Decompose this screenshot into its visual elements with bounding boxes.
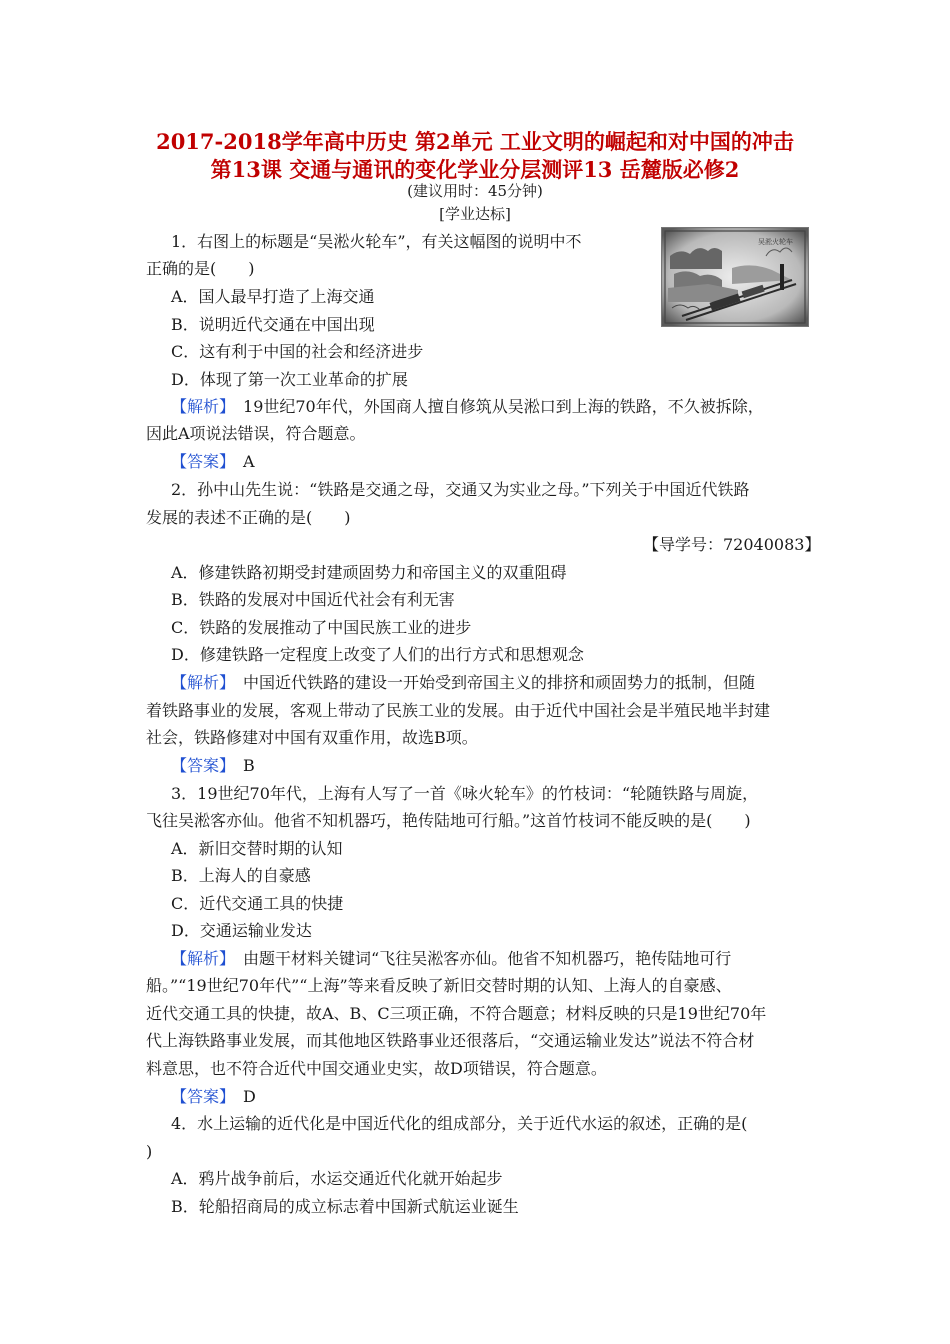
answer-tag: 【答案】 (171, 1087, 228, 1106)
question-1-stem-line1: 1．右图上的标题是“吴淞火轮车”，有关这幅图的说明中不 (171, 232, 582, 251)
question-1-option-a: A．国人最早打造了上海交通 (171, 287, 375, 306)
study-guide-number: 【导学号：72040083】 (643, 535, 821, 554)
answer-tag: 【答案】 (171, 452, 228, 471)
question-1-stem-line2: 正确的是( ) (146, 259, 255, 278)
question-2-option-c: C．铁路的发展推动了中国民族工业的进步 (171, 618, 472, 637)
question-1-option-d: D．体现了第一次工业革命的扩展 (171, 370, 408, 389)
document-title-line2: 第13课 交通与通讯的变化学业分层测评13 岳麓版必修2 (210, 157, 740, 182)
answer-tag: 【答案】 (171, 756, 228, 775)
question-2-stem-line2: 发展的表述不正确的是( ) (146, 508, 351, 527)
question-2-answer (171, 756, 255, 776)
question-3-analysis-line5: 料意思，也不符合近代中国交通业史实，故D项错误，符合题意。 (146, 1059, 607, 1078)
question-1-answer (171, 452, 255, 472)
answer-text: B (227, 756, 255, 775)
question-4-stem-line1: 4．水上运输的近代化是中国近代化的组成部分，关于近代水运的叙述，正确的是( (171, 1114, 748, 1133)
analysis-text: 19世纪70年代，外国商人擅自修筑从吴淞口到上海的铁路，不久被拆除， (227, 397, 764, 416)
question-1-analysis-line2: 因此A项说法错误，符合题意。 (146, 424, 366, 443)
question-2-analysis-line3: 社会，铁路修建对中国有双重作用，故选B项。 (146, 728, 478, 747)
question-2-option-d: D．修建铁路一定程度上改变了人们的出行方式和思想观念 (171, 645, 584, 664)
question-3-analysis-line3: 近代交通工具的快捷，故A、B、C三项正确，不符合题意；材料反映的只是19世纪70年 (146, 1004, 767, 1023)
question-3-option-c: C．近代交通工具的快捷 (171, 894, 344, 913)
illustration-caption: 吴淞火轮车 (758, 238, 793, 246)
question-2-option-b: B．铁路的发展对中国近代社会有利无害 (171, 590, 455, 609)
answer-text: D (227, 1087, 256, 1106)
question-3-option-d: D．交通运输业发达 (171, 921, 312, 940)
wusong-train-illustration (661, 227, 809, 327)
question-3-answer (171, 1087, 256, 1107)
question-3-analysis-line1 (171, 949, 731, 969)
question-4-option-a: A．鸦片战争前后，水运交通近代化就开始起步 (171, 1169, 503, 1188)
question-3-stem-line1: 3．19世纪70年代，上海有人写了一首《咏火轮车》的竹枝词：“轮随铁路与周旋， (171, 784, 759, 803)
analysis-text: 由题干材料关键词“飞往吴淞客亦仙。他省不知机器巧，艳传陆地可行 (227, 949, 732, 968)
question-3-stem-line2: 飞往吴淞客亦仙。他省不知机器巧，艳传陆地可行船。”这首竹枝词不能反映的是( ) (146, 811, 751, 830)
question-3-option-b: B．上海人的自豪感 (171, 866, 311, 885)
answer-text: A (227, 452, 255, 471)
question-3-analysis-line2: 船。”“19世纪70年代”“上海”等来看反映了新旧交替时期的认知、上海人的自豪感、 (146, 976, 732, 995)
question-4-option-b: B．轮船招商局的成立标志着中国新式航运业诞生 (171, 1197, 519, 1216)
question-2-analysis-line2: 着铁路事业的发展，客观上带动了民族工业的发展。由于近代中国社会是半殖民地半封建 (146, 701, 771, 720)
time-note: (建议用时：45分钟) (407, 182, 543, 200)
question-2-option-a: A．修建铁路初期受封建顽固势力和帝国主义的双重阻碍 (171, 563, 567, 582)
analysis-tag: 【解析】 (171, 397, 228, 416)
question-3-analysis-line4: 代上海铁路事业发展，而其他地区铁路事业还很落后，“交通运输业发达”说法不符合材 (146, 1031, 755, 1050)
illustration-drawing (662, 228, 808, 326)
question-1-analysis-line1 (171, 397, 764, 417)
question-1-option-c: C．这有利于中国的社会和经济进步 (171, 342, 424, 361)
section-heading: [学业达标] (439, 205, 511, 223)
document-title-line1: 2017-2018学年高中历史 第2单元 工业文明的崛起和对中国的冲击 (156, 129, 794, 154)
analysis-tag: 【解析】 (171, 949, 228, 968)
question-3-option-a: A．新旧交替时期的认知 (171, 839, 343, 858)
question-1-option-b: B．说明近代交通在中国出现 (171, 315, 375, 334)
analysis-text: 中国近代铁路的建设一开始受到帝国主义的排挤和顽固势力的抵制，但随 (227, 673, 756, 692)
question-4-stem-line2: ) (146, 1142, 153, 1161)
question-2-stem-line1: 2．孙中山先生说：“铁路是交通之母，交通又为实业之母。”下列关于中国近代铁路 (171, 480, 750, 499)
question-2-analysis-line1 (171, 673, 755, 693)
analysis-tag: 【解析】 (171, 673, 228, 692)
